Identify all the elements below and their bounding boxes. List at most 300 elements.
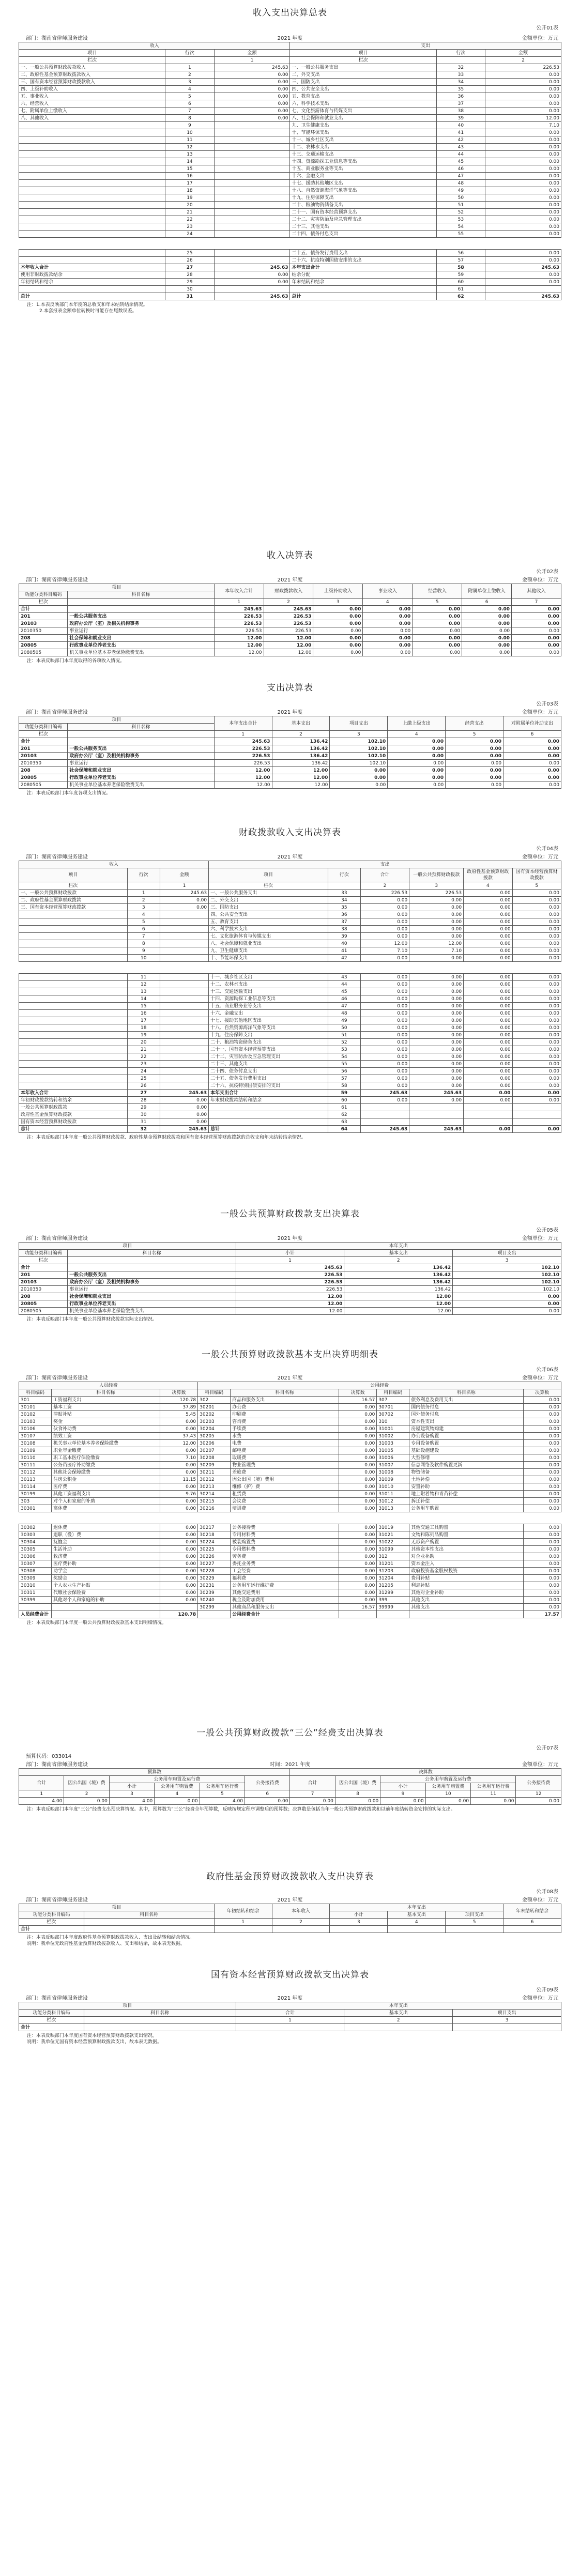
table-cell — [19, 250, 165, 257]
table-cell: 10 — [425, 1790, 470, 1798]
table-cell: 0.00 — [453, 1300, 561, 1308]
table-cell: 邮电费 — [231, 1447, 339, 1454]
table-cell: 0.00 — [409, 904, 464, 911]
table-cell: 3 — [165, 79, 214, 86]
table-cell: 0.00 — [523, 1531, 561, 1539]
table-cell: 其他对企业补助 — [409, 1589, 523, 1597]
table-cell: 7.10 — [485, 122, 561, 129]
col-head: 本年收入合计 — [214, 584, 264, 599]
table-cell: 12.00 — [236, 1293, 344, 1300]
table-cell: 0.00 — [330, 774, 388, 781]
table-cell: 0.00 — [503, 760, 561, 767]
table-cell: 0.00 — [464, 1075, 512, 1082]
table-cell: 七、文化旅游体育与传媒支出 — [209, 933, 328, 940]
table-cell: 30214 — [198, 1491, 231, 1498]
table-cell: 二、政府性基金预算财政拨款 — [19, 897, 128, 904]
table-cell: 47 — [328, 1003, 360, 1010]
expense-head: 支出 — [209, 861, 561, 868]
table-cell: 其他交通工具购置 — [409, 1524, 523, 1531]
table-cell: 0.00 — [485, 216, 561, 223]
col-head: 项目 — [209, 868, 328, 882]
table-cell: 30306 — [19, 1553, 52, 1560]
table-cell: 0.00 — [388, 767, 446, 774]
table-cell — [409, 1104, 464, 1111]
table-cell: 4.00 — [109, 1798, 154, 1805]
table-cell: 0.00 — [339, 1597, 376, 1604]
table-cell: 二十三、其他支出 — [209, 1061, 328, 1068]
section-meta — [19, 699, 561, 708]
table-cell: 0.00 — [160, 1531, 197, 1539]
public-head: 公用经费 — [198, 1382, 561, 1389]
budget-code: 预算代码：033014 — [26, 1754, 72, 1759]
table-cell — [19, 1046, 128, 1053]
table-cell: 0.00 — [339, 1425, 376, 1433]
table-row — [19, 1118, 561, 1126]
dept-label: 部门：湖南省律师服务建设 — [26, 1762, 88, 1768]
table-cell: 31299 — [377, 1589, 409, 1597]
table-cell: 0.00 — [485, 194, 561, 202]
table-cell — [160, 955, 208, 962]
table-cell: 0.00 — [413, 620, 462, 627]
table-row — [19, 1568, 561, 1575]
section-title: 政府性基金预算财政拨款收入支出决算表 — [206, 1872, 374, 1882]
table-cell: 30207 — [198, 1447, 231, 1454]
unit-label: 金额单位：万元 — [522, 854, 558, 860]
table-cell: 0.00 — [512, 1017, 561, 1024]
table-cell: 12.00 — [344, 1293, 453, 1300]
table-cell: 4 — [388, 731, 446, 738]
table-cell: 行政事业单位养老支出 — [68, 642, 214, 649]
income-head: 收入 — [19, 42, 290, 50]
table-cell: 20 — [165, 202, 214, 209]
col-head: 基本支出 — [344, 2010, 453, 2017]
table-cell: 0.00 — [409, 1032, 464, 1039]
table-cell: 0.00 — [503, 738, 561, 745]
table-cell: 一、一般公共预算财政拨款 — [19, 890, 128, 897]
table-cell: 0.00 — [413, 642, 462, 649]
section-meta — [19, 1985, 561, 1994]
table-cell — [19, 173, 165, 180]
table-cell: 0.00 — [339, 1531, 376, 1539]
table-cell: 1 — [236, 1257, 344, 1264]
table-cell: 10 — [127, 955, 160, 962]
table-row — [19, 774, 561, 781]
table-cell: 0.00 — [160, 1447, 197, 1454]
table-cell — [512, 1118, 561, 1126]
table-cell: 4 — [388, 1919, 446, 1926]
table-cell: 0.00 — [363, 635, 413, 642]
table-cell: 0.00 — [339, 1418, 376, 1425]
table-cell: 1 — [127, 890, 160, 897]
table-cell: 0.00 — [523, 1568, 561, 1575]
table-cell: 行政事业单位养老支出 — [68, 774, 214, 781]
table-cell: 40 — [436, 122, 485, 129]
table-cell: 国内债务付息 — [409, 1404, 523, 1411]
col-head: 合计 — [19, 1776, 64, 1790]
table-cell: 245.63 — [214, 738, 272, 745]
table-cell: 226.53 — [264, 620, 313, 627]
table-cell: 54 — [328, 1053, 360, 1061]
table-cell: 0.00 — [523, 1397, 561, 1404]
col-head: 本年收入 — [272, 1904, 330, 1919]
table-cell: 15 — [127, 1003, 160, 1010]
table-cell: 0.00 — [512, 649, 561, 656]
table-cell: 13 — [165, 151, 214, 158]
table-cell: 退职（役）费 — [51, 1531, 160, 1539]
section-general-budget-expense — [19, 1206, 561, 1323]
table-cell — [160, 1003, 208, 1010]
table-cell: 0.00 — [409, 918, 464, 926]
col-head: 决算数 — [339, 1389, 376, 1397]
table-cell: 201 — [19, 613, 68, 620]
table-cell: 八、社会保障和就业支出 — [290, 115, 436, 122]
table-cell: 28 — [165, 271, 214, 279]
table-cell — [84, 2024, 236, 2031]
table-cell: 17.57 — [523, 1611, 561, 1618]
table-cell: 0.00 — [330, 767, 388, 774]
project-head: 项目 — [19, 1243, 236, 1250]
table-cell: 0.00 — [339, 1447, 376, 1454]
table-cell: 十五、商业服务业等支出 — [290, 165, 436, 173]
table-cell: 12.00 — [160, 1440, 197, 1447]
table-cell: 20805 — [19, 1300, 68, 1308]
table-cell: 栏次 — [19, 882, 128, 890]
table-cell: 合计 — [19, 738, 68, 745]
table-cell: 312 — [377, 1553, 409, 1560]
table-cell — [214, 1926, 272, 1933]
col-head: 财政拨款收入 — [264, 584, 313, 599]
table-row — [19, 122, 561, 129]
table-row — [19, 1611, 561, 1618]
section-income-expense-summary — [19, 5, 561, 314]
table-cell — [409, 1111, 464, 1118]
table-cell: 0.00 — [160, 1097, 208, 1104]
table-cell — [19, 1061, 128, 1068]
table-cell: 0.00 — [485, 202, 561, 209]
table-cell: 226.53 — [214, 620, 264, 627]
table-cell: 2010350 — [19, 627, 68, 635]
table-cell: 0.00 — [503, 745, 561, 753]
summary-table-continued — [19, 249, 561, 300]
table-cell: 25 — [165, 250, 214, 257]
col-head: 上缴上级支出 — [388, 716, 446, 731]
table-cell: 机关事业单位基本养老保险缴费 — [51, 1440, 160, 1447]
table-cell — [214, 129, 290, 136]
table-cell: 社会保障和就业支出 — [68, 1293, 236, 1300]
table-cell: 30311 — [19, 1589, 52, 1597]
year-label: 2021 年度 — [277, 710, 303, 715]
col-head: 本年支出 — [330, 1904, 503, 1911]
table-row — [19, 1046, 561, 1053]
table-cell — [19, 918, 128, 926]
table-cell: 31021 — [377, 1531, 409, 1539]
table-cell: 102.10 — [330, 760, 388, 767]
table-cell: 31099 — [377, 1546, 409, 1553]
table-cell: 0.00 — [339, 1524, 376, 1531]
table-cell: 总计 — [19, 293, 165, 300]
table-cell: 0.00 — [360, 1053, 409, 1061]
section-meta-row — [19, 1994, 561, 2002]
table-cell — [160, 1061, 208, 1068]
table-cell: 行次 — [436, 50, 485, 57]
table-cell: 2 — [344, 1257, 453, 1264]
table-cell: 0.00 — [503, 781, 561, 789]
table-cell: 救济费 — [51, 1553, 160, 1560]
table-cell: 0.00 — [523, 1462, 561, 1469]
table-cell: 0.00 — [446, 760, 503, 767]
table-cell: 0.00 — [523, 1539, 561, 1546]
table-cell: 20103 — [19, 1279, 68, 1286]
table-cell: 0.00 — [339, 1433, 376, 1440]
table-row — [19, 1483, 561, 1491]
table-cell — [160, 1017, 208, 1024]
table-cell: 12.00 — [214, 781, 272, 789]
table-cell — [19, 165, 165, 173]
table-cell: 61 — [436, 286, 485, 293]
table-cell — [236, 2024, 344, 2031]
table-cell: 2080505 — [19, 649, 68, 656]
table-cell: 0.00 — [360, 1017, 409, 1024]
table-row — [19, 187, 561, 194]
col-head: 项目支出 — [453, 1250, 561, 1257]
table-cell: 0.00 — [512, 1061, 561, 1068]
table-cell — [464, 1111, 512, 1118]
table-cell: 43 — [436, 144, 485, 151]
table-row — [19, 1505, 561, 1512]
table-cell: 20103 — [19, 753, 68, 760]
section-title: 一般公共预算财政拨款支出决算表 — [220, 1209, 360, 1219]
table-cell — [19, 122, 165, 129]
table-row — [19, 753, 561, 760]
table-cell: 2 — [264, 599, 313, 606]
table-row — [19, 1531, 561, 1539]
table-cell: 0.00 — [485, 93, 561, 100]
table-cell: 其他支出 — [409, 1604, 523, 1611]
table-cell: 27 — [127, 1090, 160, 1097]
table-cell — [160, 995, 208, 1003]
table-cell: 社会保障和就业支出 — [68, 635, 214, 642]
table-cell: 136.42 — [272, 753, 330, 760]
col-head: 公务用车购置费 — [155, 1783, 200, 1790]
col-head: 科目名称 — [68, 1250, 236, 1257]
col-head: 科目名称 — [68, 724, 214, 731]
table-header-row — [19, 2017, 561, 2024]
table-cell: 文物和陈列品购置 — [409, 1531, 523, 1539]
table-cell: 3 — [313, 599, 363, 606]
table-cell — [209, 1104, 328, 1111]
table-cell: 0.00 — [512, 1082, 561, 1090]
table-cell: 0.00 — [512, 1068, 561, 1075]
table-cell: 12.00 — [344, 1300, 453, 1308]
table-cell: 30108 — [19, 1440, 52, 1447]
table-row — [19, 144, 561, 151]
table-cell: 0.00 — [214, 279, 290, 286]
table-cell: 总计 — [209, 1126, 328, 1133]
table-cell — [19, 1032, 128, 1039]
table-cell: 2 — [127, 897, 160, 904]
table-cell: 31005 — [377, 1447, 409, 1454]
table-cell: 102.10 — [330, 745, 388, 753]
table-row — [19, 1397, 561, 1404]
table-cell: 30206 — [198, 1440, 231, 1447]
table-cell: 3 — [453, 2017, 561, 2024]
table-row — [19, 781, 561, 789]
table-cell: 0.00 — [160, 904, 208, 911]
table-cell: 0.00 — [360, 926, 409, 933]
table-cell: 印刷费 — [231, 1411, 339, 1418]
table-cell — [272, 1926, 330, 1933]
section-title: 一般公共预算财政拨款“三公”经费支出决算表 — [196, 1728, 384, 1738]
col-head: 合计 — [290, 1776, 335, 1790]
table-cell: 0.00 — [160, 897, 208, 904]
table-cell: 二十二、灾害防治及应急管理支出 — [209, 1053, 328, 1061]
table-cell: 0.00 — [464, 1090, 512, 1097]
table-cell: 30303 — [19, 1531, 52, 1539]
table-cell: 十六、金融支出 — [209, 1010, 328, 1017]
table-cell: 51 — [436, 202, 485, 209]
table-cell: 0.00 — [512, 1126, 561, 1133]
dept-label: 部门：湖南省律师服务建设 — [26, 854, 88, 860]
table-cell — [84, 2017, 236, 2024]
table-row — [19, 1546, 561, 1553]
table-cell: 0.00 — [464, 1046, 512, 1053]
section-meta-row — [19, 708, 561, 716]
table-cell: 0.00 — [290, 1798, 335, 1805]
col-head: 功能分类科目编码 — [19, 1911, 84, 1919]
table-cell: 0.00 — [409, 981, 464, 988]
table-cell — [330, 1926, 388, 1933]
table-row — [19, 100, 561, 108]
table-cell: 26 — [165, 257, 214, 264]
table-cell: 2 — [272, 731, 330, 738]
table-cell — [19, 1024, 128, 1032]
table-row — [19, 71, 561, 79]
table-cell: 0.00 — [485, 231, 561, 238]
table-cell — [160, 933, 208, 940]
unit-label: 金额单位：万元 — [522, 1375, 558, 1381]
table-code: 公开02表 — [536, 569, 558, 575]
table-cell: 136.42 — [344, 1271, 453, 1279]
table-row — [19, 918, 561, 926]
table-cell: 0.00 — [512, 1097, 561, 1104]
table-cell: 301 — [19, 1397, 52, 1404]
table-cell: 0.00 — [160, 1589, 197, 1597]
table-cell: 总计 — [19, 1126, 128, 1133]
table-cell: 226.53 — [409, 890, 464, 897]
table-cell: 30225 — [198, 1546, 231, 1553]
table-row — [19, 194, 561, 202]
table-row — [19, 1404, 561, 1411]
table-cell: 0.00 — [523, 1597, 561, 1604]
table-cell: 49 — [436, 187, 485, 194]
table-cell: 医疗费 — [51, 1483, 160, 1491]
table-cell: 基本工资 — [51, 1404, 160, 1411]
table-cell: 0.00 — [464, 918, 512, 926]
table-cell — [19, 1039, 128, 1046]
col-head: 因公出国（境）费 — [64, 1776, 109, 1790]
gov-fund-table — [19, 1904, 561, 1933]
table-row — [19, 940, 561, 947]
table-cell: 地上附着物和青苗补偿 — [409, 1491, 523, 1498]
table-cell: 0.00 — [339, 1505, 376, 1512]
table-cell: 11 — [165, 136, 214, 144]
table-cell: 合计 — [19, 2024, 84, 2031]
table-code: 公开07表 — [536, 1745, 558, 1751]
table-cell — [165, 57, 214, 64]
section-meta — [19, 1743, 561, 1752]
table-cell: 136.42 — [272, 745, 330, 753]
table-cell: 19 — [165, 194, 214, 202]
table-cell — [209, 1118, 328, 1126]
table-cell: 0.00 — [360, 1061, 409, 1068]
table-cell: 2080505 — [19, 781, 68, 789]
table-cell: 3 — [453, 1257, 561, 1264]
table-cell: 30702 — [377, 1411, 409, 1418]
table-cell: 0.00 — [413, 613, 462, 620]
year-label: 2021 年度 — [277, 1897, 303, 1903]
table-cell: 31007 — [377, 1462, 409, 1469]
table-cell: 0.00 — [214, 93, 290, 100]
table-cell: 0.00 — [160, 1568, 197, 1575]
table-cell — [19, 947, 128, 955]
table-row — [19, 64, 561, 71]
table-cell: 11.15 — [160, 1476, 197, 1483]
table-cell: 0.00 — [160, 1524, 197, 1531]
table-cell: 十四、资源勘探工业信息等支出 — [209, 995, 328, 1003]
table-cell: 53 — [328, 1046, 360, 1053]
table-row — [19, 250, 561, 257]
table-cell: 0.00 — [485, 187, 561, 194]
table-cell: 31013 — [377, 1505, 409, 1512]
table-head-row — [19, 1243, 561, 1250]
table-row — [19, 1068, 561, 1075]
table-cell: 0.00 — [523, 1447, 561, 1454]
table-cell: 2010350 — [19, 760, 68, 767]
table-cell: 0.00 — [214, 108, 290, 115]
table-cell: 0.00 — [388, 781, 446, 789]
table-cell — [485, 286, 561, 293]
table-cell — [19, 940, 128, 947]
table-cell: 合计 — [19, 1926, 84, 1933]
col-head: 行次 — [328, 868, 360, 882]
table-cell: 30208 — [198, 1454, 231, 1462]
table-cell: 31010 — [377, 1483, 409, 1491]
table-cell — [160, 1082, 208, 1090]
project-head: 项目 — [19, 716, 215, 724]
table-cell: 7 — [512, 599, 561, 606]
note-line: 2.本套报表金额单位转换时可能存在尾数误差。 — [39, 309, 137, 314]
table-cell: 抚恤金 — [51, 1539, 160, 1546]
table-row — [19, 1575, 561, 1582]
table-cell: 合计 — [19, 606, 68, 613]
table-cell: 31022 — [377, 1539, 409, 1546]
table-cell: 二十六、抗疫特别国债安排的支出 — [290, 257, 436, 264]
table-cell: 245.63 — [214, 606, 264, 613]
table-cell: 0.00 — [360, 1046, 409, 1053]
table-cell: 4.00 — [19, 1798, 64, 1805]
table-cell: 20805 — [19, 774, 68, 781]
table-cell: 0.00 — [503, 753, 561, 760]
table-cell: 0.00 — [523, 1418, 561, 1425]
table-cell — [84, 1926, 214, 1933]
table-cell: 栏次 — [19, 731, 68, 738]
table-cell: 0.00 — [464, 904, 512, 911]
table-cell: 办公费 — [231, 1404, 339, 1411]
table-cell: 0.00 — [523, 1498, 561, 1505]
table-subhead-row — [19, 2010, 561, 2017]
col-head: 公务用车购置及运行费 — [380, 1776, 516, 1783]
table-cell — [214, 231, 290, 238]
